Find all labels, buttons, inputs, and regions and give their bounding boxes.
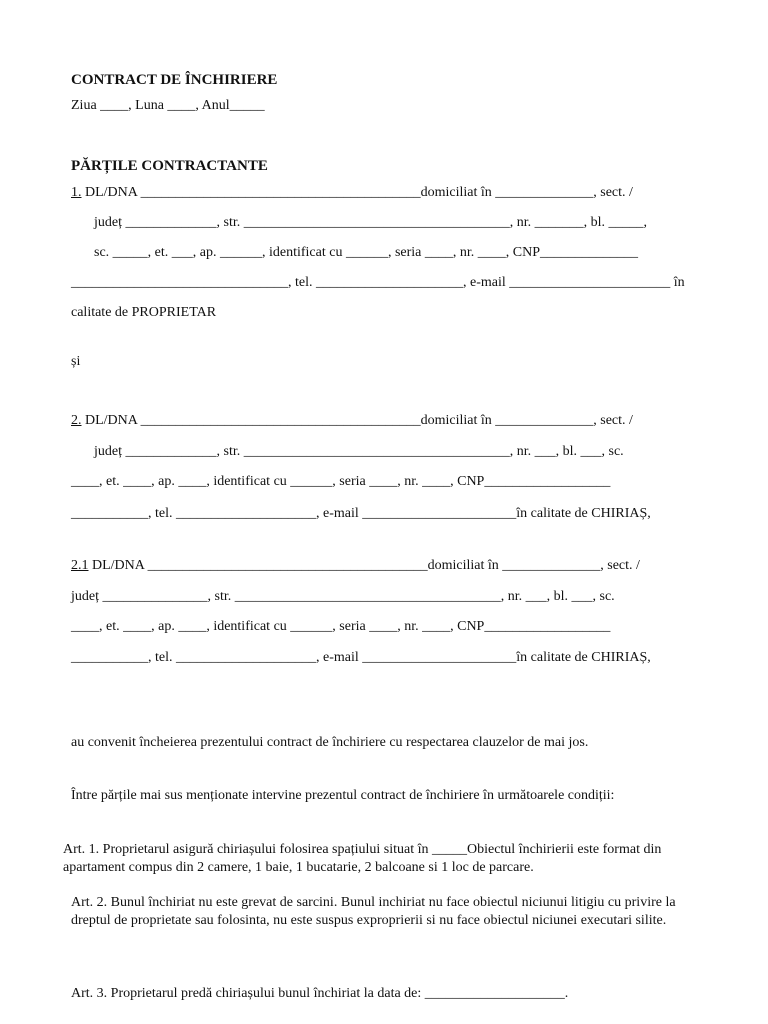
party-1-line-1: 1. DL/DNA ________________________________________domiciliat în ______________, sect. /: [71, 185, 633, 200]
date-line: Ziua ____, Luna ____, Anul_____: [71, 98, 265, 113]
party-2-line-1: 2. DL/DNA ________________________________________domiciliat în ______________, sect. /: [71, 413, 633, 428]
conjunction-and: și: [71, 354, 81, 369]
party-2-1-number: 2.1: [71, 558, 89, 573]
agreement-statement: au convenit încheierea prezentului contract de închiriere cu respectarea clauzelor de mai jos.: [71, 735, 589, 750]
party-1-line-2: județ _____________, str. ______________________________________, nr. _______, bl. _____,: [94, 215, 647, 230]
party-2-1-line-4: ___________, tel. ____________________, e-mail ______________________în calitate de CHIRIAȘ,: [71, 650, 651, 665]
party-2-1-line-1: 2.1 DL/DNA ________________________________________domiciliat în ______________, sect. /: [71, 558, 640, 573]
article-2: Art. 2. Bunul închiriat nu este grevat de sarcini. Bunul inchiriat nu face obiectul niciunui litigiu cu privire la dreptul de proprietate sau folosinta, nu este suspus exproprierii si nu face obiectul niciunei executari silite.: [71, 895, 676, 928]
parties-heading: PĂRȚILE CONTRACTANTE: [71, 158, 268, 174]
party-1-number: 1.: [71, 185, 82, 200]
party-2-1-line-2: județ _______________, str. ______________________________________, nr. ___, bl. ___, sc.: [71, 589, 615, 604]
party-2-line-3: ____, et. ____, ap. ____, identificat cu ______, seria ____, nr. ____, CNP__________________: [71, 474, 611, 489]
article-3: Art. 3. Proprietarul predă chiriașului bunul închiriat la data de: ____________________.: [71, 986, 569, 1001]
article-1: Art. 1. Proprietarul asigură chiriașului folosirea spațiului situat în _____Obiectul închirierii este format din apartament compus din 2 camere, 1 baie, 1 bucatarie, 2 balcoane si 1 loc de parcare.: [63, 842, 662, 875]
party-2-1-line-3: ____, et. ____, ap. ____, identificat cu ______, seria ____, nr. ____, CNP__________________: [71, 619, 611, 634]
party-1-line-4: _______________________________, tel. _____________________, e-mail _______________________ în: [71, 275, 685, 290]
party-2-line-4: ___________, tel. ____________________, e-mail ______________________în calitate de CHIRIAȘ,: [71, 506, 651, 521]
party-2-line-2: județ _____________, str. ______________________________________, nr. ___, bl. ___, sc.: [94, 444, 624, 459]
document-title: CONTRACT DE ÎNCHIRIERE: [71, 72, 278, 88]
party-1-role: calitate de PROPRIETAR: [71, 305, 217, 320]
conditions-intro: Între părțile mai sus menționate intervine prezentul contract de închiriere în următoarele condiții:: [71, 788, 615, 803]
party-1-line-3: sc. _____, et. ___, ap. ______, identificat cu ______, seria ____, nr. ____, CNP______________: [94, 245, 638, 260]
party-2-number: 2.: [71, 413, 82, 428]
